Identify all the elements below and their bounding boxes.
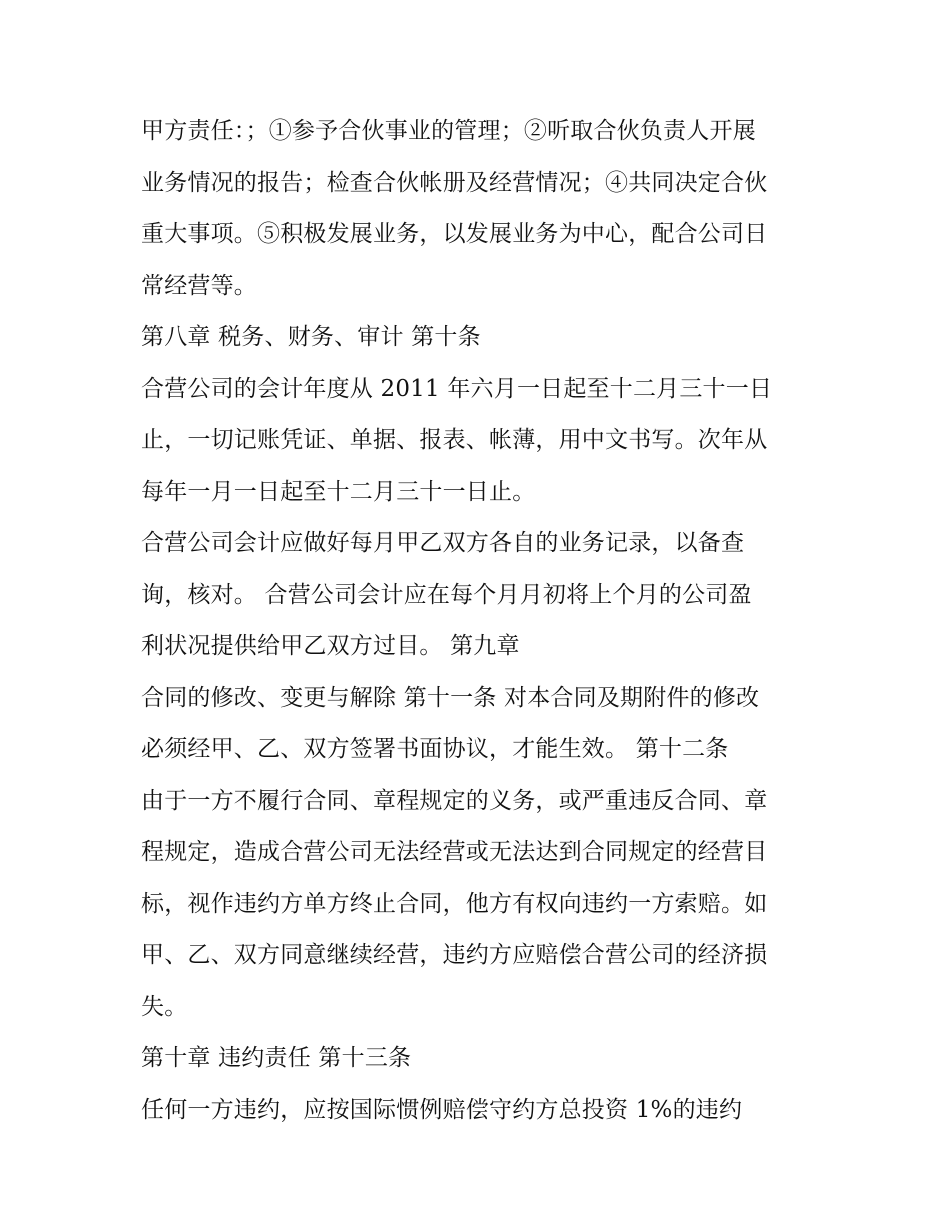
text-line: 甲、乙、双方同意继续经营，违约方应赔偿合营公司的经济损 bbox=[141, 942, 768, 968]
text-line: 业务情况的报告；检查合伙帐册及经营情况；④共同决定合伙 bbox=[141, 169, 768, 196]
text-line: 合营公司的会计年度从 2011 年六月一日起至十二月三十一日 bbox=[141, 375, 773, 402]
chapter-heading: 第八章 税务、财务、审计 第十条 bbox=[141, 324, 481, 350]
text-line: 失。 bbox=[141, 993, 188, 1020]
text-line: 甲方责任：；①参予合伙事业的管理；②听取合伙负责人开展 bbox=[141, 118, 756, 144]
text-line: 合同的修改、变更与解除 第十一条 对本合同及期附件的修改 bbox=[141, 684, 760, 711]
text-line: 标，视作违约方单方终止合同，他方有权向违约一方索赔。如 bbox=[141, 890, 768, 917]
text-line: 询，核对。 合营公司会计应在每个月月初将上个月的公司盈 bbox=[141, 581, 752, 608]
text-line: 重大事项。⑤积极发展业务，以发展业务为中心，配合公司日 bbox=[141, 221, 768, 247]
text-line: 由于一方不履行合同、章程规定的义务，或严重违反合同、章 bbox=[141, 787, 768, 814]
text-line: 常经营等。 bbox=[141, 272, 257, 299]
contract-text bbox=[141, 106, 831, 1136]
text-line: 合营公司会计应做好每月甲乙双方各自的业务记录，以备查 bbox=[141, 530, 745, 556]
chapter-heading: 第十章 违约责任 第十三条 bbox=[141, 1045, 412, 1071]
text-line: 任何一方违约，应按国际惯例赔偿守约方总投资 1%的违约 bbox=[141, 1096, 743, 1123]
text-line: 程规定，造成合营公司无法经营或无法达到合同规定的经营目 bbox=[141, 839, 768, 865]
text-line: 必须经甲、乙、双方签署书面协议，才能生效。 第十二条 bbox=[141, 736, 729, 762]
text-line: 每年一月一日起至十二月三十一日止。 bbox=[141, 478, 536, 505]
text-line: 利状况提供给甲乙双方过目。 第九章 bbox=[141, 633, 520, 659]
text-line: 止，一切记账凭证、单据、报表、帐薄，用中文书写。次年从 bbox=[141, 427, 768, 453]
